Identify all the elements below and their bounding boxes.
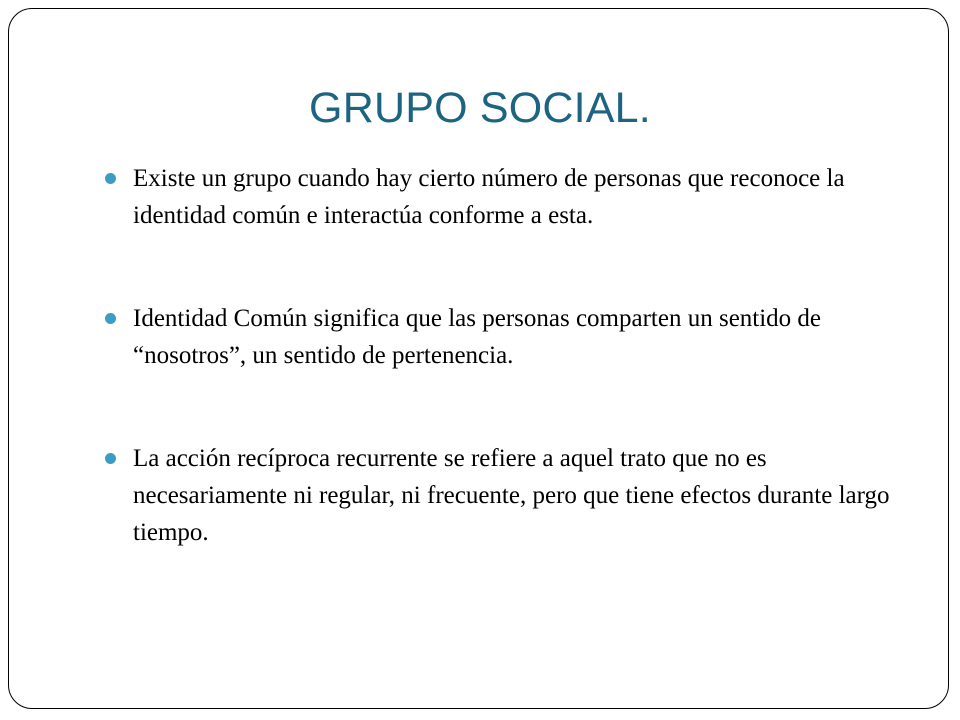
slide-title: GRUPO SOCIAL. [309,84,651,132]
bullet-dot-icon [105,453,116,464]
bullet-dot-icon [105,313,116,324]
bullet-item [105,300,905,374]
bullet-list [105,160,905,551]
bullet-item [105,440,905,551]
bullet-text: Identidad Común significa que las personas comparten un sentido de “nosotros”, un sentido de pertenencia. [133,305,822,369]
bullet-item [105,160,905,234]
bullet-text: Existe un grupo cuando hay cierto número de personas que reconoce la identidad común e interactúa conforme a esta. [133,165,845,229]
bullet-text: La acción recíproca recurrente se refiere a aquel trato que no es necesariamente ni regular, ni frecuente, pero que tiene efectos durante largo tiempo. [133,445,890,546]
bullet-dot-icon [105,173,116,184]
